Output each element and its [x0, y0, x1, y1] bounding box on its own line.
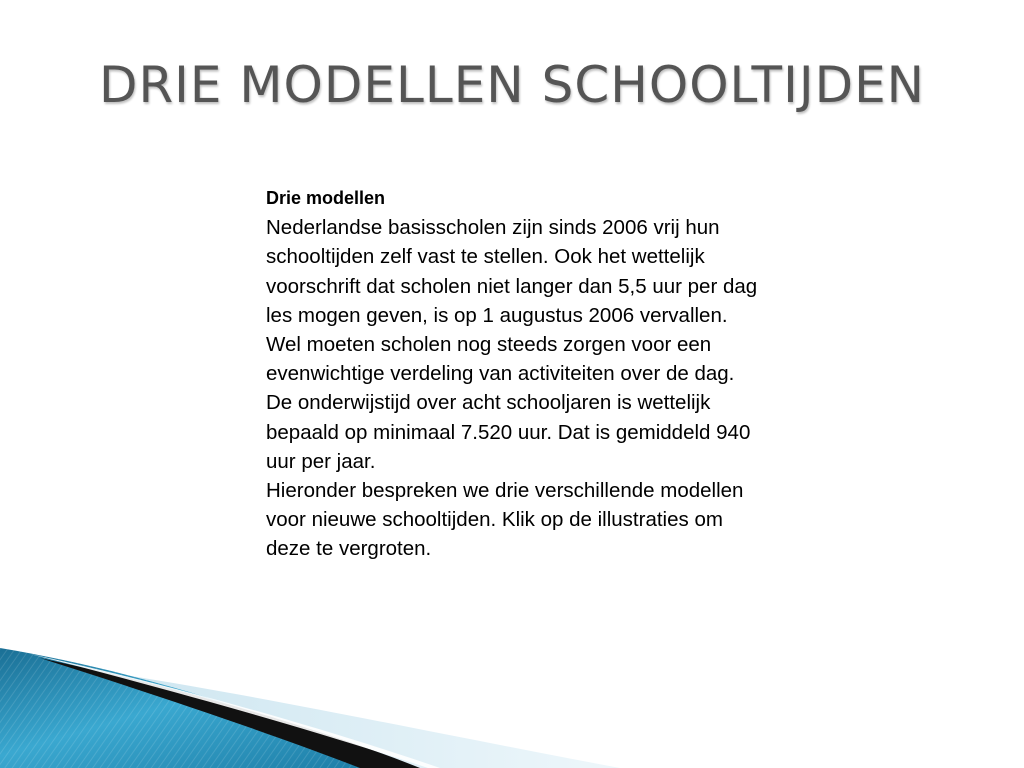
slide-title: DRIE MODELLEN SCHOOLTIJDEN [98, 56, 926, 114]
slide-body [266, 184, 766, 564]
corner-wave-decoration [0, 638, 1024, 768]
body-paragraph-1: Nederlandse basisscholen zijn sinds 2006 vrij hun schooltijden zelf vast te stellen. Ook het wettelijk voorschrift dat scholen niet langer dan 5,5 uur per dag les mogen geven, is op 1 augustus 2006 vervallen. Wel moeten scholen nog steeds zorgen voor een evenwichtige verdeling van activiteiten over de dag. De onderwijstijd over acht schooljaren is wettelijk bepaald op minimaal 7.520 uur. Dat is gemiddeld 940 uur per jaar. [266, 216, 758, 473]
body-paragraph-2: Hieronder bespreken we drie verschillende modellen voor nieuwe schooltijden. Klik op de illustraties om deze te vergroten. [266, 479, 744, 561]
body-heading: Drie modellen [266, 188, 386, 208]
